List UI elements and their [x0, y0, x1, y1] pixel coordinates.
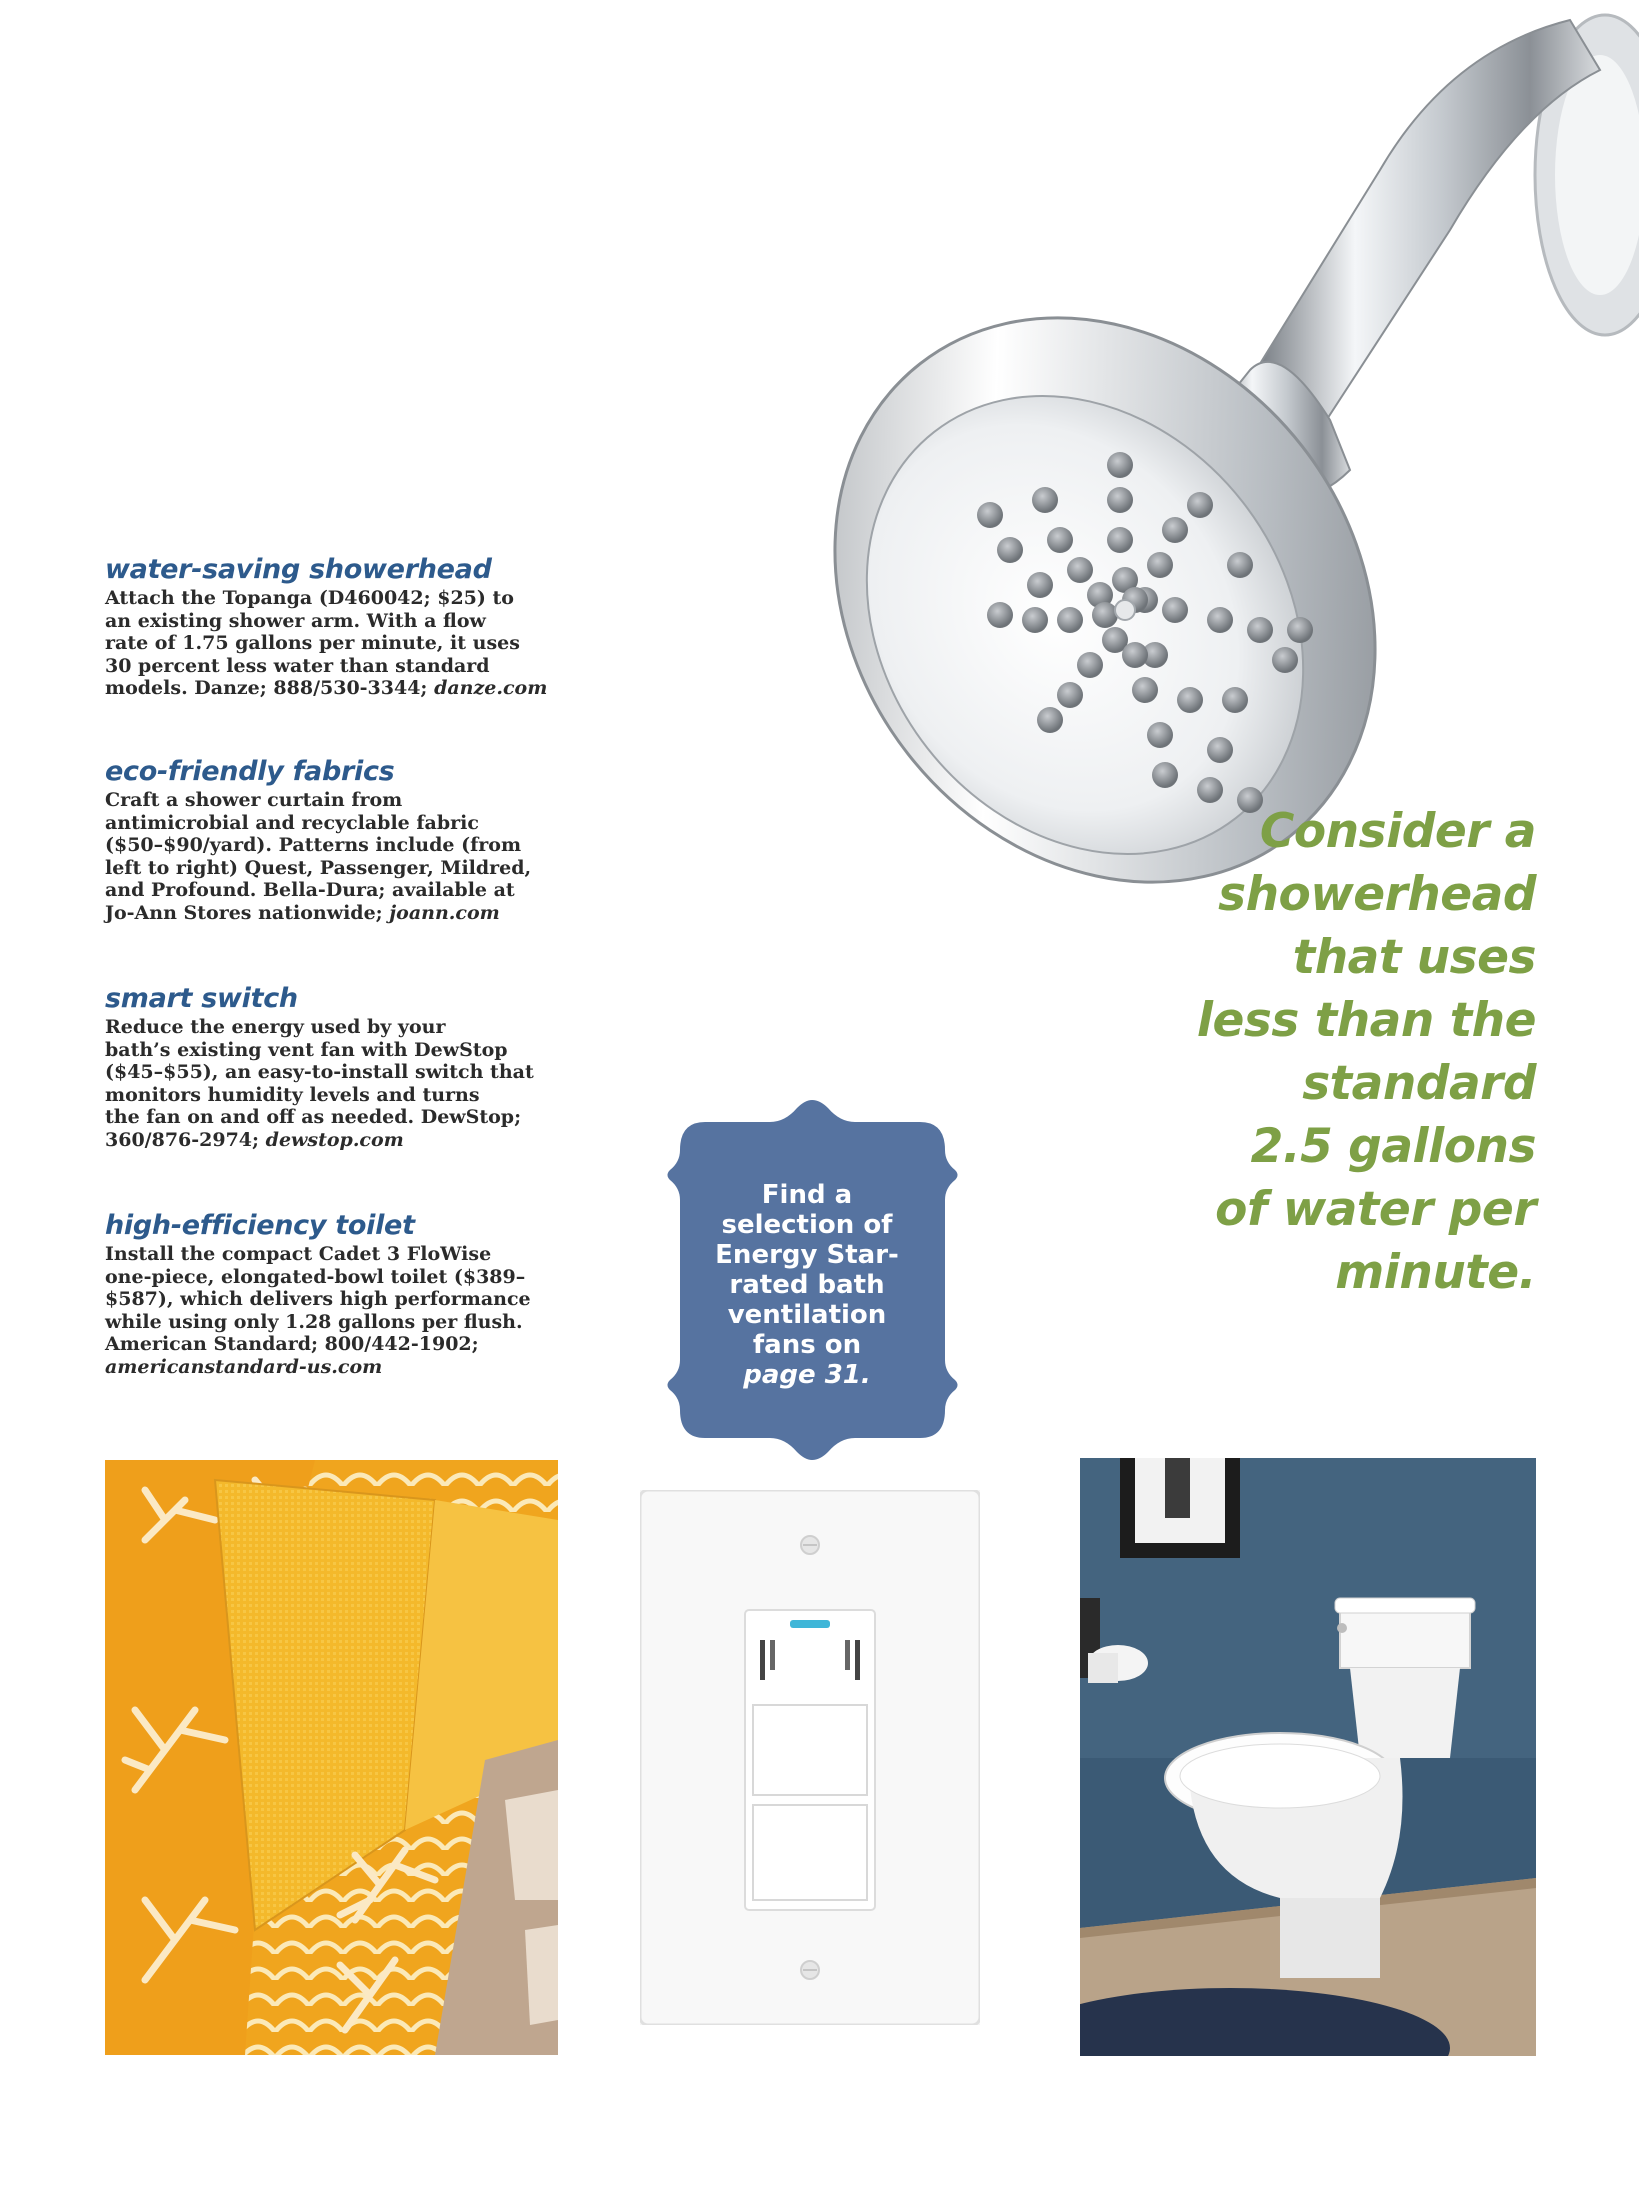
body-line: ($50–$90/yard). Patterns include (from: [105, 834, 522, 857]
website-link[interactable]: joann.com: [389, 901, 500, 924]
switch-photo: [640, 1490, 980, 2025]
page-reference-link[interactable]: page 31.: [743, 1360, 871, 1390]
wall-switch-drawing: [640, 1490, 980, 2025]
body-line: left to right) Quest, Passenger, Mildred,: [105, 856, 532, 879]
body-line: while using only 1.28 gallons per flush.: [105, 1310, 523, 1333]
callout-line: rated bath: [729, 1270, 885, 1300]
body-line-last: [105, 902, 555, 925]
callout-line: ventilation: [727, 1300, 887, 1330]
body-line: Install the compact Cadet 3 FloWise: [105, 1243, 492, 1265]
body-text: models. Danze; 888/530-3344;: [105, 677, 435, 700]
body-line: an existing shower arm. With a flow: [105, 609, 486, 632]
pull-quote-line: minute.: [1335, 1245, 1536, 1300]
callout-line: Find a: [761, 1180, 853, 1210]
website-link[interactable]: dewstop.com: [265, 1128, 404, 1151]
pull-quote-line: Consider a: [1259, 804, 1536, 859]
section-water-saving-showerhead: [105, 553, 555, 700]
section-heading: eco-friendly fabrics: [105, 756, 395, 787]
section-body: [105, 1243, 555, 1379]
body-line: Reduce the energy used by your: [105, 1016, 446, 1038]
section-body: [105, 587, 555, 700]
callout-line: selection of: [721, 1210, 893, 1240]
body-line: monitors humidity levels and turns: [105, 1083, 480, 1106]
body-line: one-piece, elongated-bowl toilet ($389–: [105, 1265, 526, 1288]
section-heading: smart switch: [105, 983, 298, 1014]
pull-quote-line: showerhead: [1218, 867, 1536, 922]
body-line: and Profound. Bella-Dura; available at: [105, 879, 515, 902]
body-line-last: [105, 1356, 555, 1379]
pull-quote-line: standard: [1302, 1056, 1536, 1111]
section-body: [105, 1016, 555, 1152]
pull-quote: [1066, 800, 1536, 1304]
body-line: 30 percent less water than standard: [105, 654, 490, 677]
pull-quote-line: that uses: [1292, 930, 1536, 985]
toilet-photo: [1080, 1458, 1536, 2056]
body-line: American Standard; 800/442-1902;: [105, 1333, 479, 1356]
body-line-last: [105, 677, 555, 700]
body-line: Attach the Topanga (D460042; $25) to: [105, 587, 514, 609]
body-line: antimicrobial and recyclable fabric: [105, 811, 479, 834]
section-eco-friendly-fabrics: [105, 755, 555, 925]
website-link[interactable]: americanstandard-us.com: [105, 1355, 383, 1378]
body-text: 360/876-2974;: [105, 1128, 266, 1151]
pull-quote-line: of water per: [1215, 1182, 1536, 1237]
callout-line: Energy Star-: [715, 1240, 899, 1270]
section-high-efficiency-toilet: [105, 1209, 555, 1379]
section-heading: high-efficiency toilet: [105, 1210, 415, 1241]
pull-quote-line: 2.5 gallons: [1250, 1119, 1536, 1174]
section-smart-switch: [105, 982, 555, 1152]
body-line: Craft a shower curtain from: [105, 789, 403, 811]
website-link[interactable]: danze.com: [434, 677, 548, 700]
body-line: ($45–$55), an easy-to-install switch that: [105, 1061, 534, 1084]
pull-quote-line: less than the: [1196, 993, 1536, 1048]
body-line: rate of 1.75 gallons per minute, it uses: [105, 632, 520, 655]
section-body: [105, 789, 555, 925]
body-line: the fan on and off as needed. DewStop;: [105, 1106, 522, 1129]
body-text: Jo-Ann Stores nationwide;: [105, 901, 390, 924]
callout-line: fans on: [752, 1330, 862, 1360]
fabric-swatches-photo: [105, 1460, 558, 2055]
section-heading: water-saving showerhead: [105, 554, 492, 585]
body-line: bath’s existing vent fan with DewStop: [105, 1038, 508, 1061]
body-line: $587), which delivers high performance: [105, 1288, 531, 1311]
body-line-last: [105, 1129, 555, 1152]
callout-text: [672, 1180, 942, 1390]
